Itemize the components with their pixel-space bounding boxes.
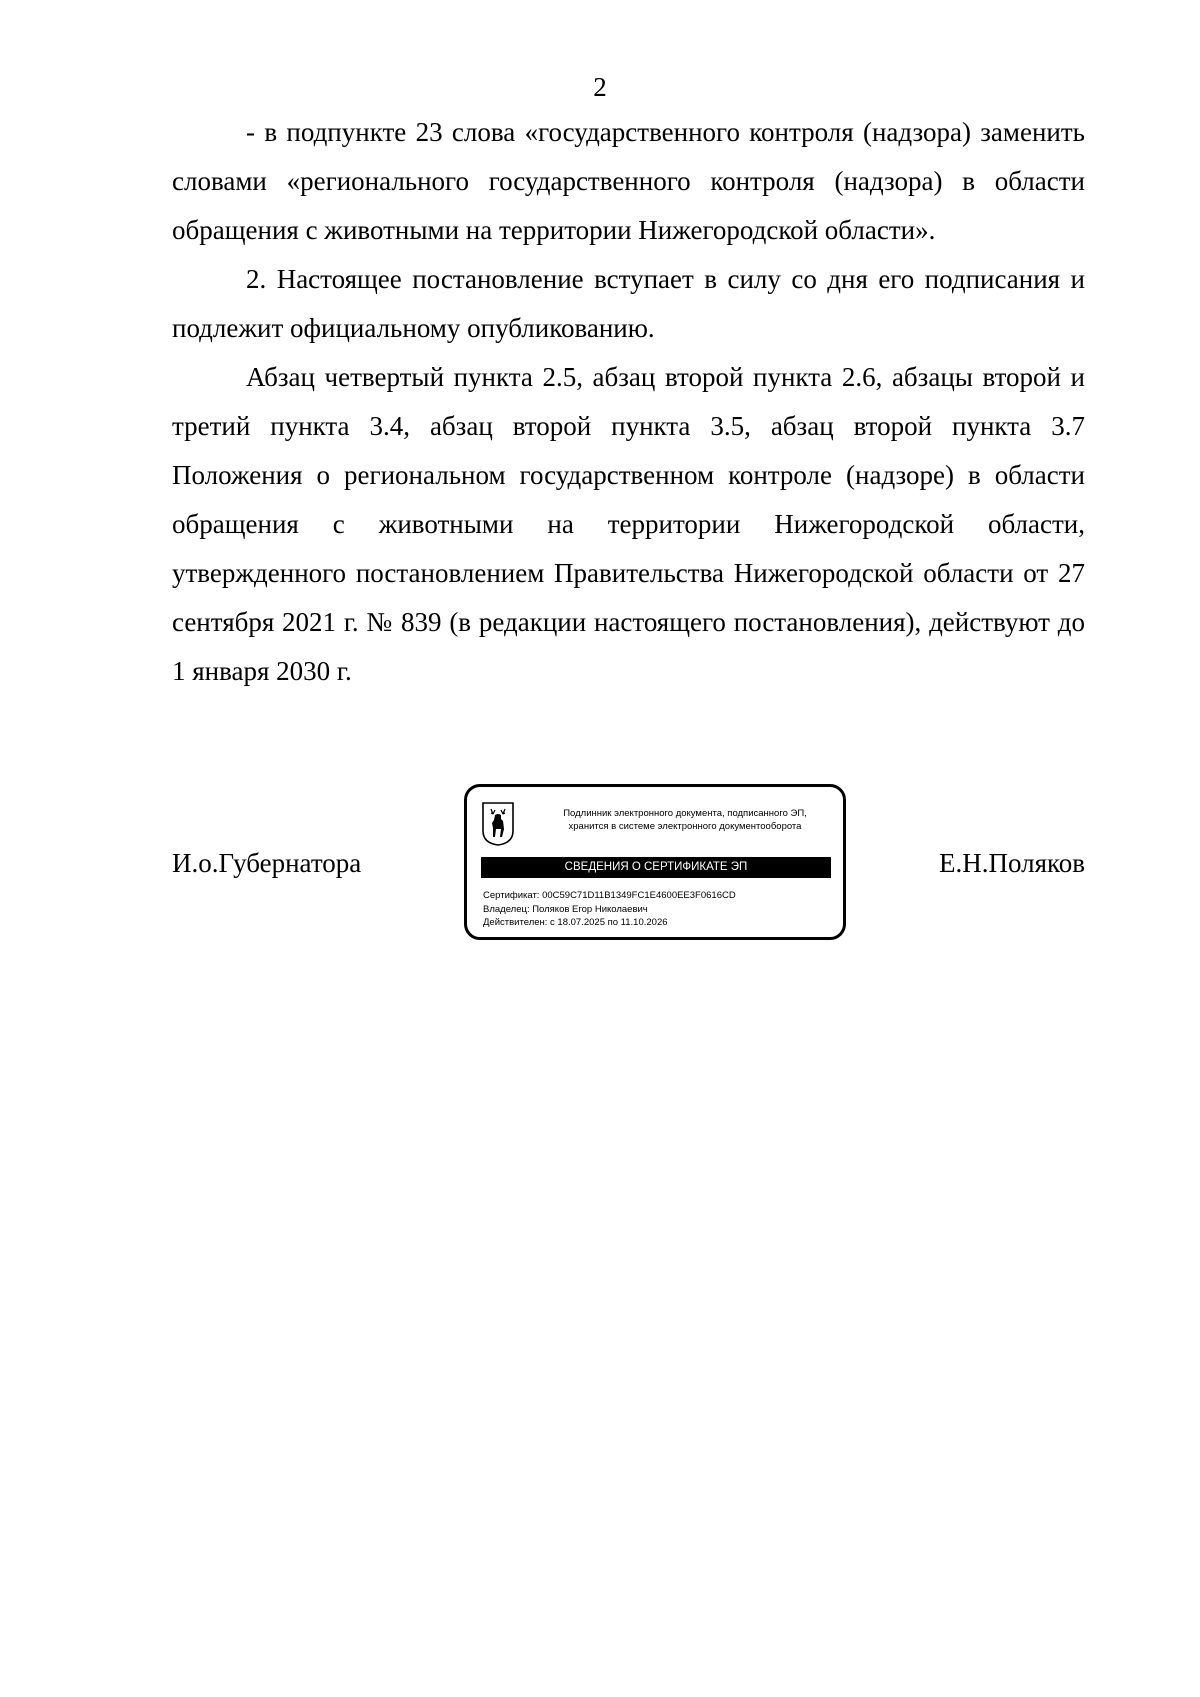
paragraph-effective-date: 2. Настоящее постановление вступает в силу со дня его подписания и подлежит официальному опубликованию. [172, 264, 1085, 343]
certificate-number: Сертификат: 00C59C71D11B1349FC1E4600EE3F0616CD [483, 890, 736, 901]
stamp-note-line2: хранится в системе электронного документооборота [568, 821, 802, 832]
deer-emblem-icon [481, 801, 515, 847]
certificate-owner: Владелец: Поляков Егор Николаевич [483, 903, 648, 915]
electronic-signature-stamp [464, 784, 846, 940]
stamp-header: СВЕДЕНИЯ О СЕРТИФИКАТЕ ЭП [481, 857, 831, 878]
signatory-name: Е.Н.Поляков [938, 848, 1085, 878]
certificate-validity: Действителен: с 18.07.2025 по 11.10.2026 [483, 917, 668, 928]
document-body [172, 108, 1085, 696]
paragraph-validity: Абзац четвертый пункта 2.5, абзац второй пункта 2.6, абзацы второй и третий пункта 3.4, абзац второй пункта 3.5, абзац второй пункта 3.7 Положения о региональном государственном контроле (надзоре) в области обращения с животными на территории Нижегородской области, утвержденного постановлением Правительства Нижегородской области от 27 сентября 2021 г. № 839 (в редакции настоящего постановления), действуют до 1 января 2030 г. [172, 362, 1085, 686]
stamp-note [527, 807, 843, 833]
paragraph-subitem-23: - в подпункте 23 слова «государственного контроля (надзора) заменить словами «регионального государственного контроля (надзора) в области обращения с животными на территории Нижегородской области». [172, 117, 1085, 245]
page-number: 2 [593, 72, 607, 102]
stamp-details [483, 889, 839, 930]
stamp-note-line1: Подлинник электронного документа, подписанного ЭП, [563, 808, 807, 819]
signatory-position: И.о.Губернатора [172, 848, 362, 878]
